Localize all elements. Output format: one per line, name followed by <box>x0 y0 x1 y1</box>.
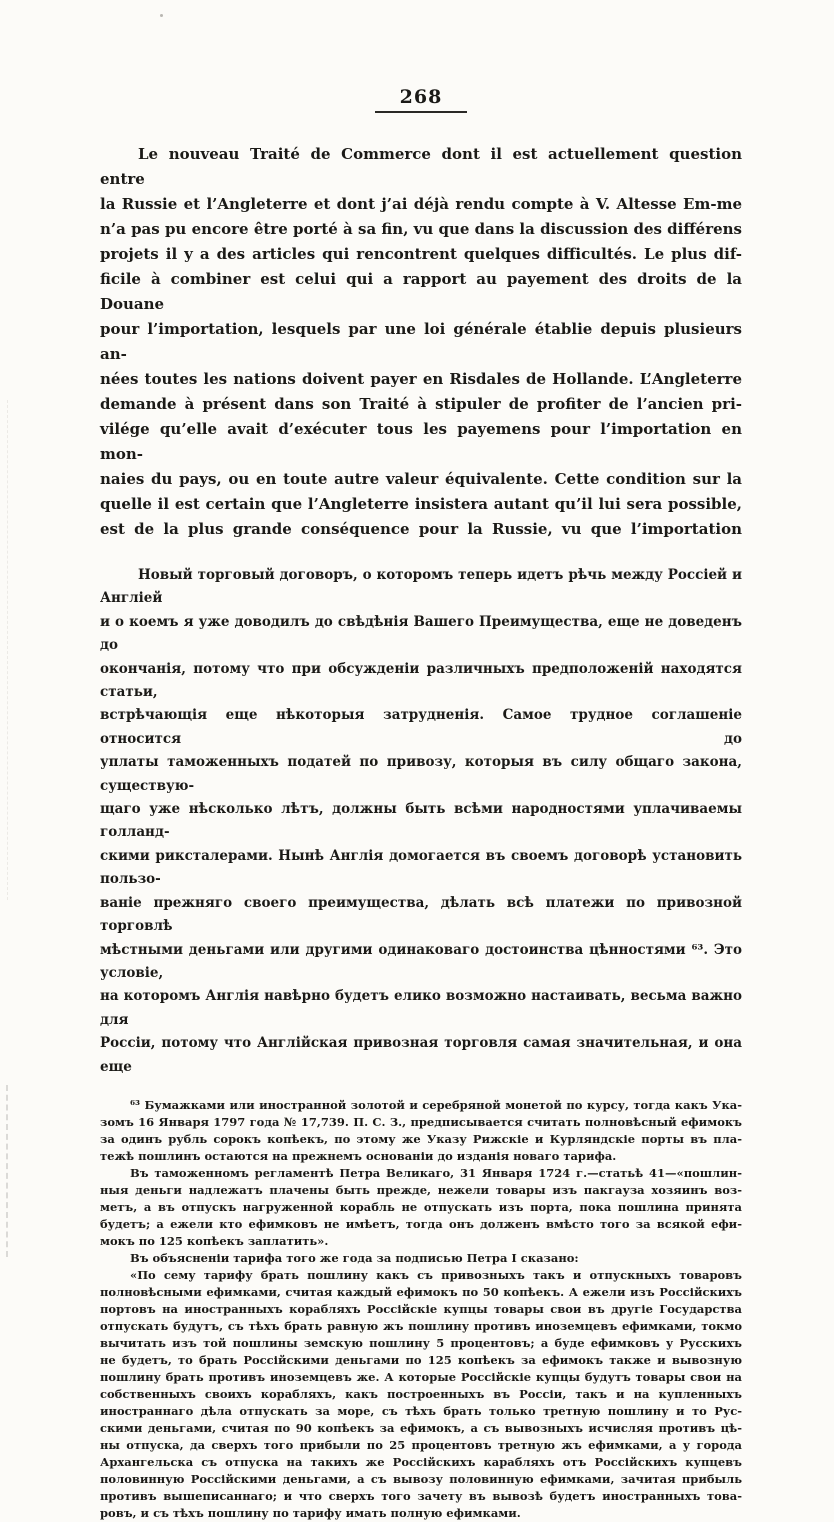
russian-text-line: ваніе прежняго своего преимущества, дѣлать всѣ платежи по привозной торговлѣ <box>100 894 742 935</box>
french-text-line: demande à présent dans son Traité à stipuler de profiter de l’ancien pri- <box>100 395 742 413</box>
page-number: 268 <box>399 86 443 108</box>
footnote-text-line: половинную Россійскими деньгами, а съ вывозу половинную ефимками, зачитая прибыль <box>100 1471 742 1486</box>
footnote-text-line: ⁶³ Бумажками или иностранной золотой и серебряной монетой по курсу, тогда какъ Ука- <box>130 1097 742 1112</box>
russian-text-line: окончанія, потому что при обсужденіи различныхъ предположеній находятся статьи, <box>100 660 742 701</box>
footnote-63-paragraph <box>100 1097 742 1165</box>
footnote-text-line: ныя деньги надлежатъ плачены быть прежде, нежели товары изъ пакгауза хозяинъ воз- <box>100 1182 742 1197</box>
footnote-tariff-quote-paragraph <box>100 1267 742 1522</box>
french-text-line: projets il y a des articles qui rencontrent quelques difficultés. Le plus dif- <box>100 245 742 263</box>
russian-text-line: на которомъ Англія навѣрно будетъ елико возможно настаивать, весьма важно для <box>100 988 742 1028</box>
footnote-text-line: Въ объясненіи тарифа того же года за подписью Петра I сказано: <box>130 1250 579 1265</box>
russian-text-line: уплаты таможенныхъ податей по привозу, которыя въ силу общаго закона, существую- <box>100 754 742 794</box>
russian-text-line: скими риксталерами. Нынѣ Англія домогается въ своемъ договорѣ установить пользо- <box>100 847 742 888</box>
french-text-line: quelle il est certain que l’Angleterre insistera autant qu’il lui sera possible, <box>100 495 742 513</box>
scan-artifact-left-edge-faint <box>7 400 8 900</box>
footnote-text-line: ны отпуска, да сверхъ того прибыли по 25 процентовъ третную жъ ефимками, а у города <box>100 1437 742 1452</box>
footnote-text-line: за одинъ рубль сорокъ копѣекъ, по этому же Указу Рижскіе и Курляндскіе порты въ пла- <box>100 1131 742 1146</box>
footnote-text-line: Архангельска съ отпуска на такихъ же Россійскихъ карабляхъ отъ Россійскихъ купцевъ <box>100 1454 742 1469</box>
french-paragraph <box>100 142 742 542</box>
scan-artifact-dot <box>160 14 163 17</box>
footnotes-section <box>100 1097 742 1522</box>
french-text-line: ficile à combiner est celui qui a rapport au payement des droits de la Douane <box>100 270 742 313</box>
scan-artifact-left-edge <box>6 1085 8 1257</box>
french-text-line: est de la plus grande conséquence pour la Russie, vu que l’importation <box>100 520 742 538</box>
text-column <box>100 0 742 1522</box>
footnote-text-line: Въ таможенномъ регламентѣ Петра Великаго, 31 Января 1724 г.—статьѣ 41—«пошлин- <box>130 1165 742 1180</box>
footnote-tariff-intro-paragraph <box>100 1250 742 1267</box>
footnote-text-line: не будетъ, то брать Россійскими деньгами по 125 копѣекъ за ефимокъ также и вывозную <box>100 1352 742 1367</box>
footnote-text-line: метъ, а въ отпускъ нагруженной корабль не отпускать изъ порта, пока пошлина принята <box>100 1199 742 1214</box>
footnote-text-line: полновѣсными ефимками, считая каждый ефимокъ по 50 копѣекъ. А ежели изъ Россійскихъ <box>100 1284 742 1299</box>
page-header <box>100 86 742 113</box>
footnote-text-line: ровъ, и съ тѣхъ пошлину по тарифу имать полную ефимками. <box>100 1505 521 1520</box>
footnote-text-line: тежѣ пошлинъ остаются на прежнемъ основаніи до изданія новаго тарифа. <box>100 1148 617 1163</box>
russian-text-line: Россіи, потому что Англійская привозная торговля самая значительная, и она еще <box>100 1035 742 1075</box>
footnote-text-line: мокъ по 125 копѣекъ заплатить». <box>100 1233 329 1248</box>
russian-text-line: встрѣчающія еще нѣкоторыя затрудненія. Самое трудное соглашеніе относится до <box>100 707 742 747</box>
footnote-text-line: противъ вышеписаннаго; и что сверхъ того зачету въ вывозѣ будетъ иностранныхъ това- <box>100 1488 742 1503</box>
russian-text-line: щаго уже нѣсколько лѣтъ, должны быть всѣми народностями уплачиваемы голланд- <box>100 801 742 841</box>
russian-text-line: и о коемъ я уже доводилъ до свѣдѣнія Вашего Преимущества, еще не доведенъ до <box>100 613 742 654</box>
footnote-text-line: зомъ 16 Января 1797 года № 17,739. П. С. З., предписывается считать полновѣсный ефимокъ <box>100 1114 742 1129</box>
french-text-line: Le nouveau Traité de Commerce dont il est actuellement question entre <box>100 145 742 188</box>
french-text-line: la Russie et l’Angleterre et dont j’ai déjà rendu compte à V. Altesse Em-me <box>100 195 742 213</box>
footnote-text-line: иностраннаго дѣла отпускать за море, съ тѣхъ брать только третную пошлину и то Рус- <box>100 1403 742 1418</box>
footnote-text-line: скими деньгами, считая по 90 копѣекъ за ефимокъ, а съ вывозныхъ исчисляя противъ цѣ- <box>100 1420 742 1435</box>
footnote-text-line: будетъ; а ежели кто ефимковъ не имѣетъ, тогда онъ долженъ вмѣсто того за всякой ефи- <box>100 1216 742 1231</box>
french-text-line: pour l’importation, lesquels par une loi générale établie depuis plusieurs an- <box>100 320 742 363</box>
russian-text-line: мѣстными деньгами или другими одинаковаго достоинства цѣнностями ⁶³. Это условіе, <box>100 941 742 981</box>
footnote-text-line: вычитать изъ той пошлины земскую пошлину 5 процентовъ; а буде ефимковъ у Русскихъ <box>100 1335 742 1350</box>
footnote-regulation-paragraph <box>100 1165 742 1250</box>
footnote-text-line: «По сему тарифу брать пошлину какъ съ привозныхъ такъ и отпускныхъ товаровъ <box>130 1267 742 1282</box>
footnote-text-line: пошлину брать противъ иноземцевъ же. А которые Россійскіе купцы будутъ товары свои на <box>100 1369 742 1384</box>
russian-translation-paragraph <box>100 564 742 1079</box>
footnote-text-line: отпускать будутъ, съ тѣхъ брать равную жъ пошлину противъ иноземцевъ ефимками, токмо <box>100 1318 742 1333</box>
footnote-text-line: портовъ на иностранныхъ корабляхъ Россійскіе купцы товары свои въ другіе Государства <box>100 1301 742 1316</box>
french-text-line: n’a pas pu encore être porté à sa fin, vu que dans la discussion des différens <box>100 220 742 238</box>
french-text-line: nées toutes les nations doivent payer en Risdales de Hollande. L’Angleterre <box>100 370 742 388</box>
french-text-line: naies du pays, ou en toute autre valeur équivalente. Cette condition sur la <box>100 470 742 488</box>
footnote-text-line: собственныхъ своихъ корабляхъ, какъ построенныхъ въ Россіи, такъ и на купленныхъ <box>100 1386 742 1401</box>
page-number-rule <box>375 111 467 113</box>
russian-text-line: Новый торговый договоръ, о которомъ теперь идетъ рѣчь между Россіей и Англіей <box>100 567 742 607</box>
french-text-line: vilége qu’elle avait d’exécuter tous les payemens pour l’importation en mon- <box>100 420 742 463</box>
